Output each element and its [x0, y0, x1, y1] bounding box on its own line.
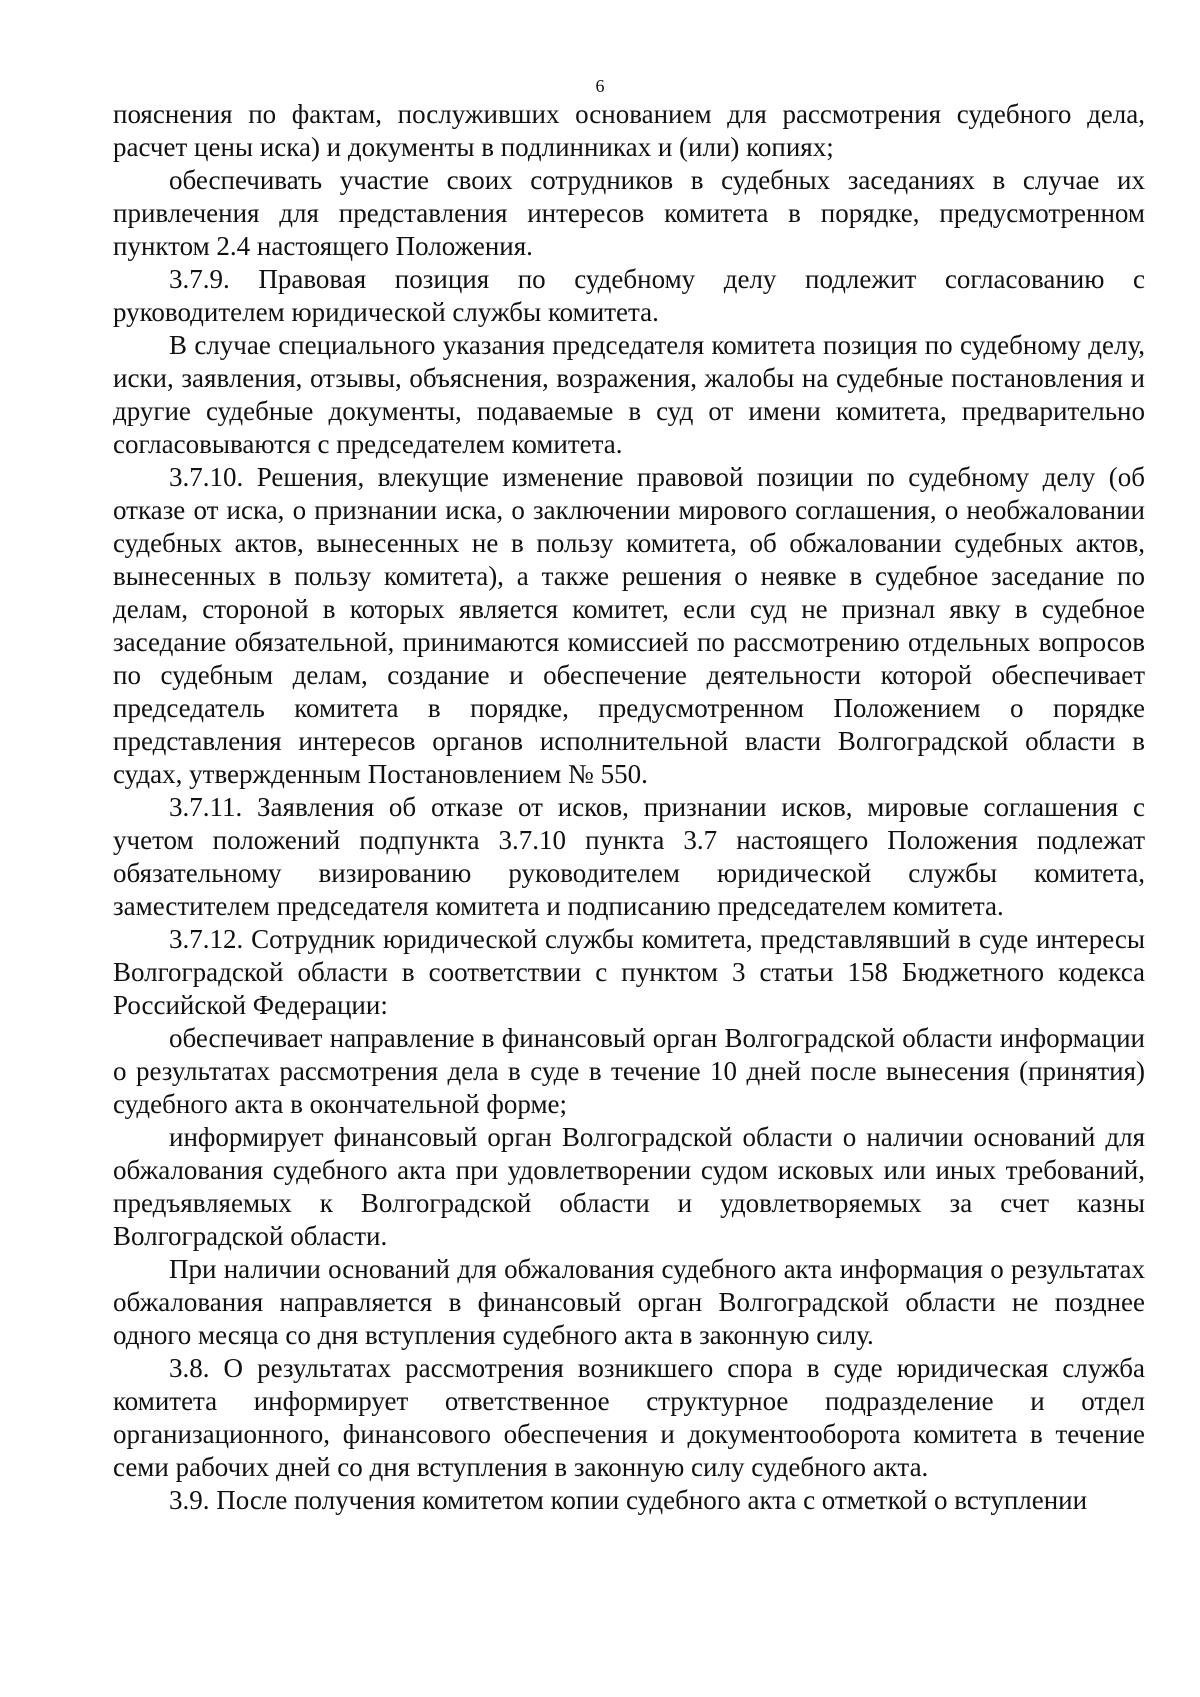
paragraph: 3.9. После получения комитетом копии судебного акта с отметкой о вступлении — [169, 1485, 1088, 1515]
paragraph: 3.7.12. Сотрудник юридической службы комитета, представлявший в суде интересы Волгоградской области в соответствии с пунктом 3 статьи 158 Бюджетного кодекса Российской Федерации: — [113, 924, 1145, 1020]
paragraph: 3.7.9. Правовая позиция по судебному делу подлежит согласованию с руководителем юридической службы комитета. — [113, 264, 1145, 327]
paragraph: В случае специального указания председателя комитета позиция по судебному делу, иски, заявления, отзывы, объяснения, возражения, жалобы на судебные постановления и другие судебные документы, подаваемые в суд от имени комитета, предварительно согласовываются с председателем комитета. — [113, 330, 1145, 459]
paragraph: 3.7.10. Решения, влекущие изменение правовой позиции по судебному делу (об отказе от иска, о признании иска, о заключении мирового соглашения, о необжаловании судебных актов, вынесенных не в пользу комитета, об обжаловании судебных актов, вынесенных в пользу комитета), а также решения о неявке в судебное заседание по делам, стороной в которых является комитет, если суд не признал явку в судебное заседание обязательной, принимаются комиссией по рассмотрению отдельных вопросов по судебным делам, создание и обеспечение деятельности которой обеспечивает председатель комитета в порядке, предусмотренном Положением о порядке представления интересов органов исполнительной власти Волгоградской области в судах, утвержденным Постановлением № 550. — [113, 462, 1145, 789]
document-body — [113, 98, 1145, 1517]
page-number: 6 — [595, 76, 605, 96]
paragraph: 3.8. О результатах рассмотрения возникшего спора в суде юридическая служба комитета информирует ответственное структурное подразделение и отдел организационного, финансового обеспечения и документооборота комитета в течение семи рабочих дней со дня вступления в законную силу судебного акта. — [113, 1353, 1145, 1482]
paragraph: пояснения по фактам, послуживших основанием для рассмотрения судебного дела, расчет цены иска) и документы в подлинниках и (или) копиях; — [113, 99, 1145, 162]
paragraph: При наличии оснований для обжалования судебного акта информация о результатах обжалования направляется в финансовый орган Волгоградской области не позднее одного месяца со дня вступления судебного акта в законную силу. — [113, 1254, 1145, 1350]
paragraph: 3.7.11. Заявления об отказе от исков, признании исков, мировые соглашения с учетом положений подпункта 3.7.10 пункта 3.7 настоящего Положения подлежат обязательному визированию руководителем юридической службы комитета, заместителем председателя комитета и подписанию председателем комитета. — [113, 792, 1145, 921]
paragraph: обеспечивать участие своих сотрудников в судебных заседаниях в случае их привлечения для представления интересов комитета в порядке, предусмотренном пунктом 2.4 настоящего Положения. — [113, 165, 1145, 261]
paragraph: информирует финансовый орган Волгоградской области о наличии оснований для обжалования судебного акта при удовлетворении судом исковых или иных требований, предъявляемых к Волгоградской области и удовлетворяемых за счет казны Волгоградской области. — [113, 1122, 1145, 1251]
paragraph: обеспечивает направление в финансовый орган Волгоградской области информации о результатах рассмотрения дела в суде в течение 10 дней после вынесения (принятия) судебного акта в окончательной форме; — [113, 1023, 1145, 1119]
